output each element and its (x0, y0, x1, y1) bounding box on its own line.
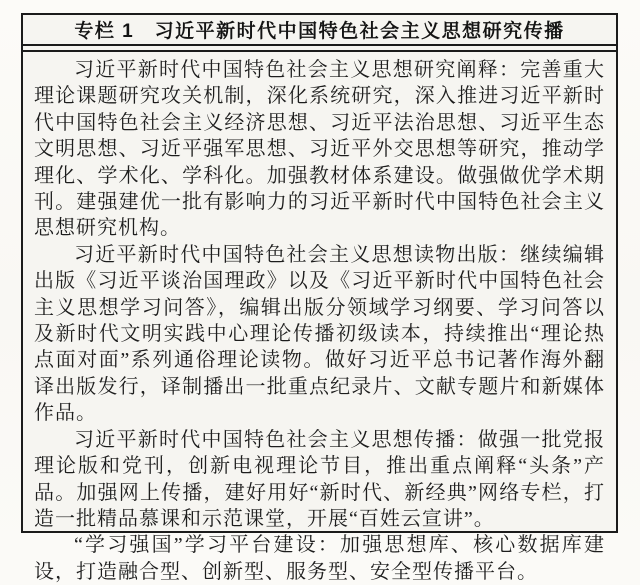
column-title: 专栏 1 习近平新时代中国特色社会主义思想研究传播 (74, 21, 565, 42)
paragraph-xuexiqiangguo-platform: “学习强国”学习平台建设：加强思想库、核心数据库建设，打造融合型、创新型、服务型、安全型传播平台。 (34, 534, 605, 583)
column-body (23, 50, 616, 583)
paragraph-research-interpretation: 习近平新时代中国特色社会主义思想研究阐释：完善重大理论课题研究攻关机制，深化系统研究，深入推进习近平新时代中国特色社会主义经济思想、习近平法治思想、习近平生态文明思想、习近平强军思想、习近平外交思想等研究，推动学理化、学术化、学科化。加强教材体系建设。做强做优学术期刊。建强建优一批有影响力的习近平新时代中国特色社会主义思想研究机构。 (34, 59, 605, 240)
column-box (21, 13, 618, 583)
paragraph-publications: 习近平新时代中国特色社会主义思想读物出版：继续编辑出版《习近平谈治国理政》以及《习近平新时代中国特色社会主义思想学习问答》，编辑出版分领域学习纲要、学习问答以及新时代文明实践中心理论传播初级读本，持续推出“理论热点面对面”系列通俗理论读物。做好习近平总书记著作海外翻译出版发行，译制播出一批重点纪录片、文献专题片和新媒体作品。 (34, 243, 605, 425)
paragraph-dissemination: 习近平新时代中国特色社会主义思想传播：做强一批党报理论版和党刊，创新电视理论节目，推出重点阐释“头条”产品。加强网上传播，建好用好“新时代、新经典”网络专栏，打造一批精品慕课和示范课堂，开展“百姓云宣讲”。 (34, 428, 605, 530)
column-title-band (23, 15, 616, 46)
